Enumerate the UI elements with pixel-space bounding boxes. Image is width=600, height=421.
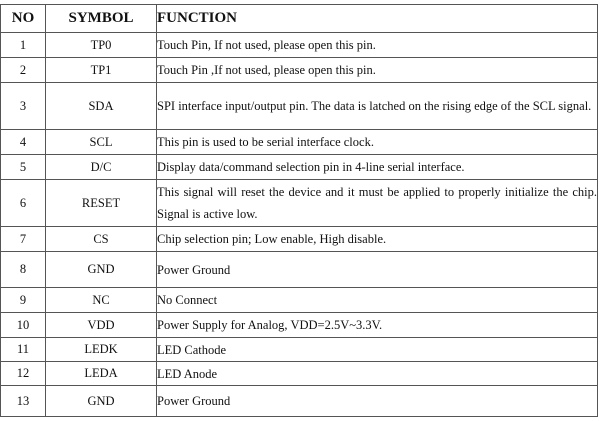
cell-no: 11 — [1, 338, 46, 362]
cell-no: 5 — [1, 155, 46, 180]
header-no: NO — [1, 5, 46, 33]
cell-symbol: RESET — [46, 180, 157, 227]
table-row — [1, 338, 598, 362]
cell-no: 3 — [1, 83, 46, 130]
table-row — [1, 313, 598, 338]
cell-no: 7 — [1, 227, 46, 252]
cell-no: 1 — [1, 33, 46, 58]
table-row — [1, 130, 598, 155]
cell-symbol: VDD — [46, 313, 157, 338]
cell-function: LED Cathode — [157, 338, 598, 362]
cell-symbol: SCL — [46, 130, 157, 155]
cell-symbol: D/C — [46, 155, 157, 180]
cell-function: This signal will reset the device and it must be applied to properly initialize the chip. Signal is active low. — [157, 180, 598, 227]
cell-no: 13 — [1, 386, 46, 417]
cell-symbol: NC — [46, 288, 157, 313]
cell-function: LED Anode — [157, 362, 598, 386]
table-row — [1, 180, 598, 227]
cell-function: SPI interface input/output pin. The data is latched on the rising edge of the SCL signal. — [157, 83, 598, 130]
cell-function: Display data/command selection pin in 4-line serial interface. — [157, 155, 598, 180]
cell-no: 2 — [1, 58, 46, 83]
cell-function: Chip selection pin; Low enable, High disable. — [157, 227, 598, 252]
cell-function: Power Ground — [157, 386, 598, 417]
cell-symbol: TP1 — [46, 58, 157, 83]
cell-symbol: LEDA — [46, 362, 157, 386]
cell-no: 12 — [1, 362, 46, 386]
pin-definition-table — [0, 4, 598, 417]
header-symbol: SYMBOL — [46, 5, 157, 33]
table-row — [1, 33, 598, 58]
table-body — [1, 33, 598, 417]
cell-function: Touch Pin, If not used, please open this pin. — [157, 33, 598, 58]
cell-no: 8 — [1, 252, 46, 288]
cell-symbol: GND — [46, 386, 157, 417]
table-row — [1, 58, 598, 83]
table-row — [1, 362, 598, 386]
cell-function: Power Ground — [157, 252, 598, 288]
table-row — [1, 83, 598, 130]
cell-symbol: TP0 — [46, 33, 157, 58]
table-row — [1, 155, 598, 180]
table-row — [1, 288, 598, 313]
table-row — [1, 252, 598, 288]
header-function: FUNCTION — [157, 5, 598, 33]
cell-function: Touch Pin ,If not used, please open this pin. — [157, 58, 598, 83]
cell-function: No Connect — [157, 288, 598, 313]
cell-no: 9 — [1, 288, 46, 313]
header-row — [1, 5, 598, 33]
cell-symbol: CS — [46, 227, 157, 252]
cell-symbol: LEDK — [46, 338, 157, 362]
cell-symbol: GND — [46, 252, 157, 288]
cell-symbol: SDA — [46, 83, 157, 130]
cell-no: 4 — [1, 130, 46, 155]
cell-function: Power Supply for Analog, VDD=2.5V~3.3V. — [157, 313, 598, 338]
cell-no: 6 — [1, 180, 46, 227]
cell-function: This pin is used to be serial interface clock. — [157, 130, 598, 155]
table-header — [1, 5, 598, 33]
cell-no: 10 — [1, 313, 46, 338]
table-row — [1, 386, 598, 417]
table-row — [1, 227, 598, 252]
